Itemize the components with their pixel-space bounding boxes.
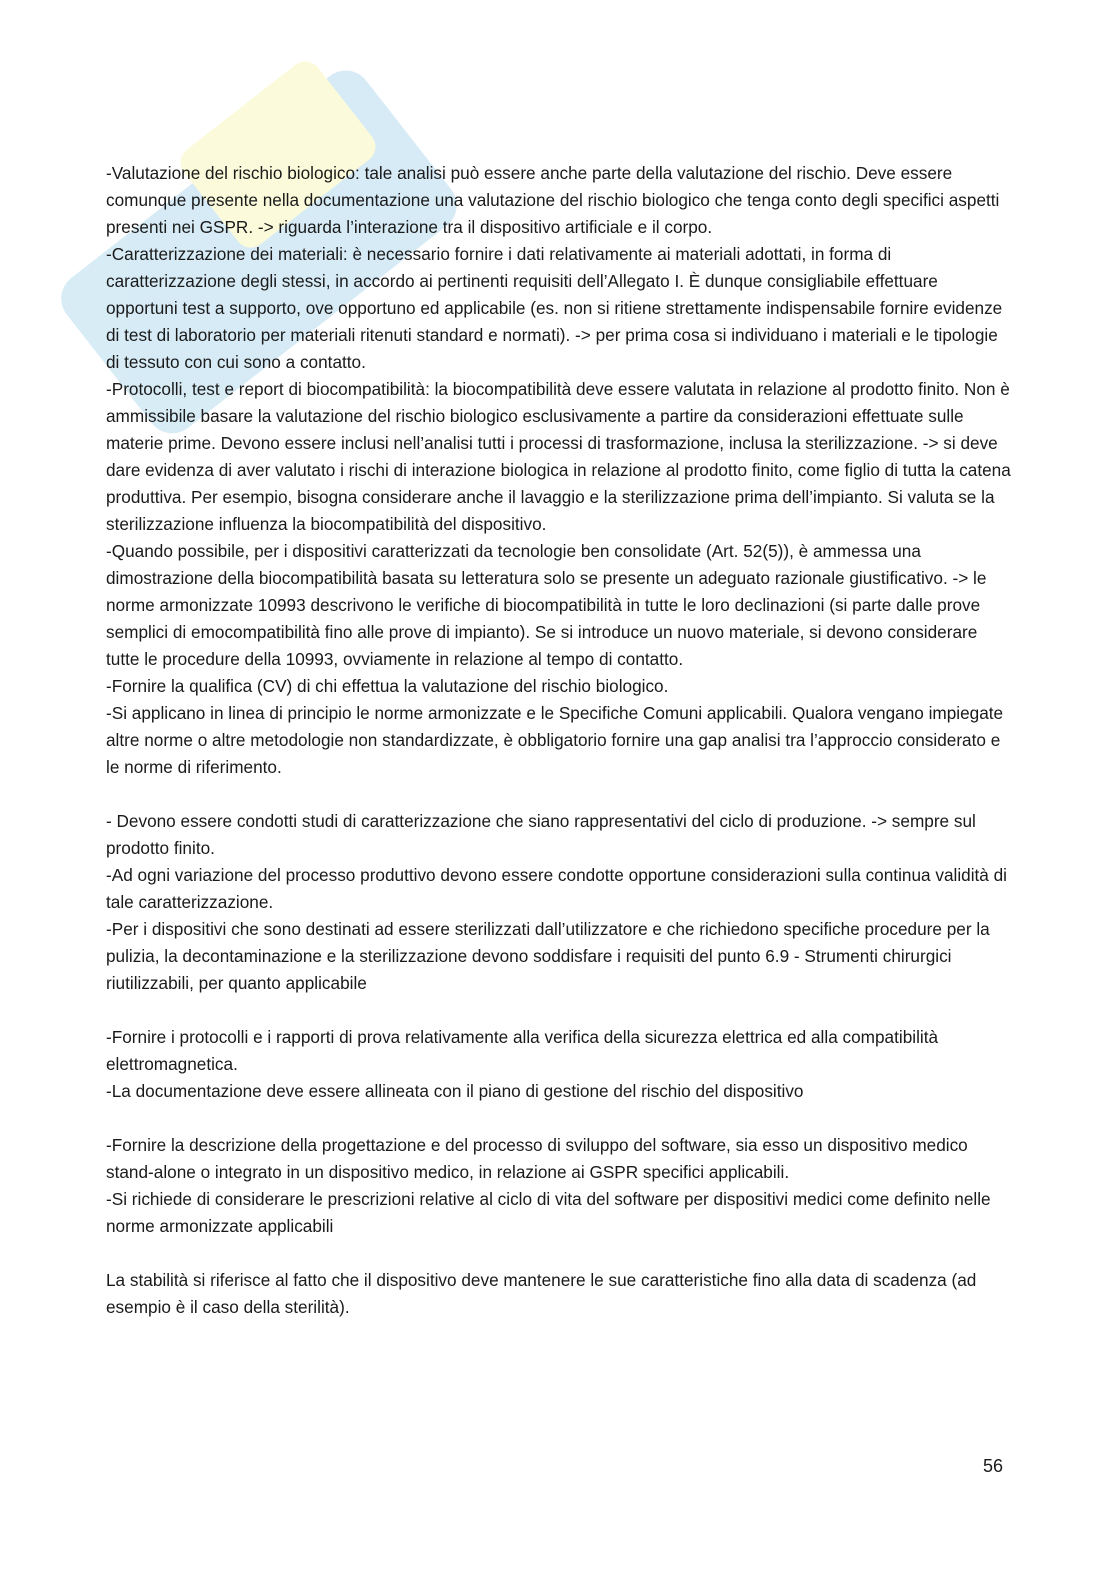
paragraph-gestione-rischio: -La documentazione deve essere allineata con il piano di gestione del rischio del dispositivo	[106, 1081, 804, 1101]
document-body	[106, 160, 1011, 1321]
page-number: 56	[982, 1456, 1003, 1476]
paragraph-rischio-biologico: -Valutazione del rischio biologico: tale analisi può essere anche parte della valutazione del rischio. Deve essere comunque presente nella documentazione una valutazione del rischio biologico che tenga conto degli specifici aspetti presenti nei GSPR. -> riguarda l’interazione tra il dispositivo artificiale e il corpo.	[106, 163, 1000, 237]
paragraph-caratterizzazione-materiali: -Caratterizzazione dei materiali: è necessario fornire i dati relativamente ai materiali adottati, in forma di caratterizzazione degli stessi, in accordo ai pertinenti requisiti dell’Allegato I. È dunque consigliabile effettuare opportuni test a supporto, ove opportuno ed applicabile (es. non si ritiene strettamente indispensabile fornire evidenze di test di laboratorio per materiali ritenuti standard e normati). -> per prima cosa si individuano i materiali e le tipologie di tessuto con cui sono a contatto.	[106, 244, 1003, 372]
paragraph-protocolli-biocompatibilita: -Protocolli, test e report di biocompatibilità: la biocompatibilità deve essere valutata in relazione al prodotto finito. Non è ammissibile basare la valutazione del rischio biologico esclusivamente a partire da considerazioni effettuate sulle materie prime. Devono essere inclusi nell’analisi tutti i processi di trasformazione, inclusa la sterilizzazione. -> si deve dare evidenza di aver valutato i rischi di interazione biologica in relazione al prodotto finito, come figlio di tutta la catena produttiva. Per esempio, bisogna considerare anche il lavaggio e la sterilizzazione prima dell’impianto. Si valuta se la sterilizzazione influenza la biocompatibilità del dispositivo.	[106, 379, 1011, 534]
paragraph-spacer	[106, 1105, 1011, 1132]
paragraph-stabilita: La stabilità si riferisce al fatto che il dispositivo deve mantenere le sue caratteristiche fino alla data di scadenza (ad esempio è il caso della sterilità).	[106, 1270, 977, 1317]
paragraph-sterilizzazione-utilizzatore: -Per i dispositivi che sono destinati ad essere sterilizzati dall’utilizzatore e che richiedono specifiche procedure per la pulizia, la decontaminazione e la sterilizzazione devono soddisfare i requisiti del punto 6.9 - Strumenti chirurgici riutilizzabili, per quanto applicabile	[106, 919, 990, 993]
paragraph-qualifica-cv: -Fornire la qualifica (CV) di chi effettua la valutazione del rischio biologico.	[106, 676, 669, 696]
paragraph-software-ciclo-vita: -Si richiede di considerare le prescrizioni relative al ciclo di vita del software per dispositivi medici come definito nelle norme armonizzate applicabili	[106, 1189, 991, 1236]
paragraph-software-descrizione: -Fornire la descrizione della progettazione e del processo di sviluppo del software, sia esso un dispositivo medico stand-alone o integrato in un dispositivo medico, in relazione ai GSPR specifici applicabili.	[106, 1135, 968, 1182]
paragraph-spacer	[106, 997, 1011, 1024]
paragraph-spacer	[106, 781, 1011, 808]
paragraph-variazione-processo: -Ad ogni variazione del processo produttivo devono essere condotte opportune considerazioni sulla continua validità di tale caratterizzazione.	[106, 865, 1008, 912]
paragraph-sicurezza-elettrica: -Fornire i protocolli e i rapporti di prova relativamente alla verifica della sicurezza elettrica ed alla compatibilità elettromagnetica.	[106, 1027, 939, 1074]
paragraph-spacer	[106, 1240, 1011, 1267]
paragraph-studi-caratterizzazione: - Devono essere condotti studi di caratterizzazione che siano rappresentativi del ciclo di produzione. -> sempre sul prodotto finito.	[106, 811, 976, 858]
paragraph-tecnologie-consolidate: -Quando possibile, per i dispositivi caratterizzati da tecnologie ben consolidate (Art. 52(5)), è ammessa una dimostrazione della biocompatibilità basata su letteratura solo se presente un adeguato razionale giustificativo. -> le norme armonizzate 10993 descrivono le verifiche di biocompatibilità in tutte le loro declinazioni (si parte dalle prove semplici di emocompatibilità fino alle prove di impianto). Se si introduce un nuovo materiale, si devono considerare tutte le procedure della 10993, ovviamente in relazione al tempo di contatto.	[106, 541, 987, 669]
paragraph-norme-armonizzate: -Si applicano in linea di principio le norme armonizzate e le Specifiche Comuni applicabili. Qualora vengano impiegate altre norme o altre metodologie non standardizzate, è obbligatorio fornire una gap analisi tra l’approccio considerato e le norme di riferimento.	[106, 703, 1004, 777]
